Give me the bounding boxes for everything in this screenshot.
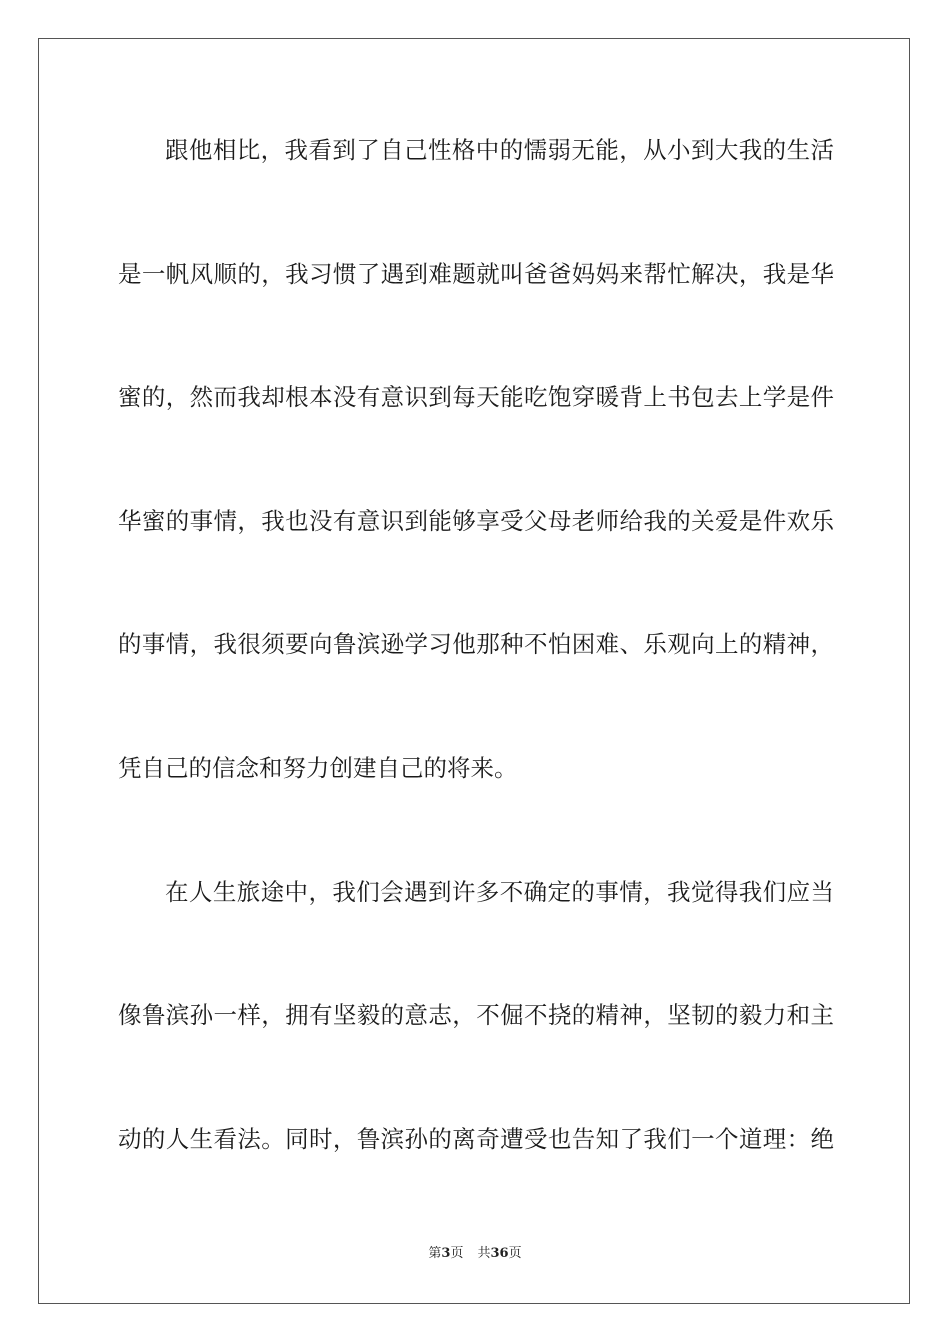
paragraph-2-line-1: 在人生旅途中，我们会遇到许多不确定的事情，我觉得我们应当 (165, 878, 834, 906)
page-border (38, 38, 910, 1304)
page-footer (0, 1244, 950, 1264)
total-suffix: 页 (508, 1246, 522, 1261)
paragraph-1-line-6: 凭自己的信念和努力创建自己的将来。 (118, 754, 518, 782)
paragraph-1-line-4: 华蜜的事情，我也没有意识到能够享受父母老师给我的关爱是件欢乐 (118, 507, 834, 535)
page-suffix: 页 (450, 1246, 464, 1261)
paragraph-1-line-1: 跟他相比，我看到了自己性格中的懦弱无能，从小到大我的生活 (165, 136, 834, 164)
page-number: 3 (441, 1246, 451, 1261)
paragraph-2-line-2: 像鲁滨孙一样，拥有坚毅的意志，不倔不挠的精神，坚韧的毅力和主 (118, 1001, 834, 1029)
total-pages: 36 (490, 1246, 509, 1261)
paragraph-1-line-5: 的事情，我很须要向鲁滨逊学习他那种不怕困难、乐观向上的精神， (118, 630, 834, 658)
paragraph-1-line-2: 是一帆风顺的，我习惯了遇到难题就叫爸爸妈妈来帮忙解决，我是华 (118, 260, 834, 288)
paragraph-2-line-3: 动的人生看法。同时，鲁滨孙的离奇遭受也告知了我们一个道理：绝 (118, 1125, 834, 1153)
paragraph-1-line-3: 蜜的，然而我却根本没有意识到每天能吃饱穿暖背上书包去上学是件 (118, 383, 834, 411)
total-prefix: 共 (477, 1246, 491, 1261)
page-prefix: 第 (428, 1246, 442, 1261)
